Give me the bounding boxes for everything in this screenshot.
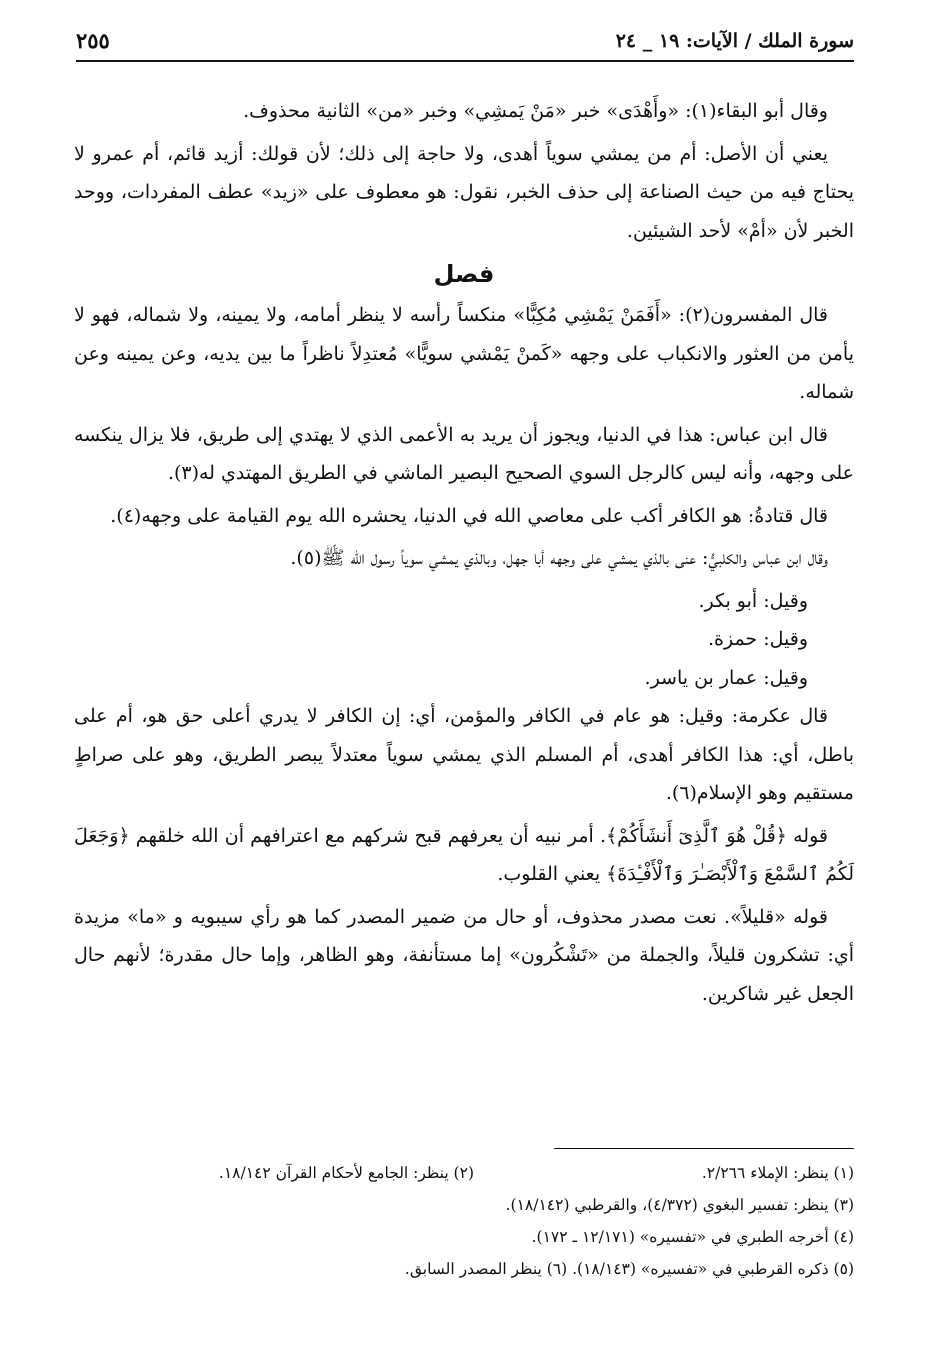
footnote-separator [554, 1148, 854, 1149]
footnote: (١) ينظر: الإملاء ٢/٢٦٦. [701, 1164, 854, 1182]
paragraph: قوله ﴿قُلْ هُوَ ٱلَّذِىٓ أَنشَأَكُمْ﴾. أمر نبيه أن يعرفهم قبح شركهم مع اعترافهم أن الله خلقهم ﴿وَجَعَلَ لَكُمُ ٱلسَّمْعَ وَٱلْأَبْصَـٰرَ وَٱلْأَفْـِٔدَةَ﴾ يعني القلوب. [74, 824, 854, 885]
footnote: (٥) ذكره القرطبي في «تفسيره» (١٨/١٤٣). (٦) ينظر المصدر السابق. [404, 1260, 854, 1278]
paragraph: وقال أبو البقاء(١): «وأَهْدَى» خبر «مَنْ يَمشِي» وخبر «من» الثانية محذوف. [243, 100, 828, 122]
footnote-line [74, 1253, 854, 1285]
paragraph: قال قتادةُ: هو الكافر أكب على معاصي الله في الدنيا، يحشره الله يوم القيامة على وجهه(٤). [110, 504, 828, 527]
footnote-line [74, 1221, 854, 1253]
short-line: وقيل: حمزة. [707, 628, 808, 650]
footnote: (٣) ينظر: تفسير البغوي (٤/٣٧٢)، والقرطبي (١٨/١٤٢). [505, 1196, 854, 1214]
short-line: وقيل: عمار بن ياسر. [644, 666, 808, 689]
paragraph: قال ابن عباس: هذا في الدنيا، ويجوز أن يريد به الأعمى الذي لا يهتدي إلى طريق، فلا يزال ينكسه على وجهه، وأنه ليس كالرجل السوي الصحيح البصير الماشي في الطريق المهتدي له(٣). [74, 423, 854, 484]
footnotes [74, 1148, 854, 1285]
paragraph: يعني أن الأصل: أم من يمشي سوياً أهدى، ولا حاجة إلى ذلك؛ لأن قولك: أزيد قائم، أم عمرو لا يحتاج فيه من حيث الصناعة إلى حذف الخبر، نقول: هو معطوف على «زيد» عطف المفردات، ووحد الخبر لأن «أمْ» لأحد الشيئين. [74, 142, 854, 242]
main-text [74, 92, 854, 1017]
paragraph: قوله «قليلاً». نعت مصدر محذوف، أو حال من ضمير المصدر كما هو رأي سيبويه و «ما» مزيدة أي: تشكرون قليلاً، والجملة من «تَشْكُرون» إما مستأنفة، وهو الظاهر، وإما حال مقدرة؛ لأنهم حال الجعل غير شاكرين. [74, 905, 854, 1005]
running-title: سورة الملك / الآيات: ١٩ _ ٢٤ [608, 26, 854, 56]
paragraph: قال المفسرون(٢): «أَفَمَنْ يَمْشِي مُكِبًّا» منكساً رأسه لا ينظر أمامه، ولا يمينه، ولا شماله، فهو لا يأمن من العثور والانكباب على وجهه «كَمنْ يَمْشي سويًّا» مُعتدِلاً ناظراً ما بين يديه، وعن يمينه وعن شماله. [74, 304, 854, 403]
paragraph: وقال ابن عباس والكلبيُّ: عنى بالذي يمشي على وجهه أبا جهل، وبالذي يمشي سوياً رسول الله ﷺ(٥). [290, 547, 828, 569]
paragraph: قال عكرمة: وقيل: هو عام في الكافر والمؤمن، أي: إن الكافر لا يدري أعلى حق هو، أم على باطل، أي: هذا الكافر أهدى، أم المسلم الذي يمشي سوياً معتدلاً يبصر الطريق، وهو على صراطٍ مستقيم وهو الإسلام(٦). [74, 705, 854, 804]
footnote: (٤) أخرجه الطبري في «تفسيره» (١٢/١٧١ ـ ١٧٢). [531, 1228, 854, 1246]
short-line: وقيل: أبو بكر. [698, 589, 808, 612]
page-header [76, 26, 854, 62]
footnote-line [74, 1189, 854, 1221]
page-number: ٢٥٥ [76, 26, 118, 56]
section-heading: فصل [433, 260, 495, 288]
footnote-line [74, 1157, 854, 1189]
footnote: (٢) ينظر: الجامع لأحكام القرآن ١٨/١٤٢. [218, 1164, 474, 1182]
